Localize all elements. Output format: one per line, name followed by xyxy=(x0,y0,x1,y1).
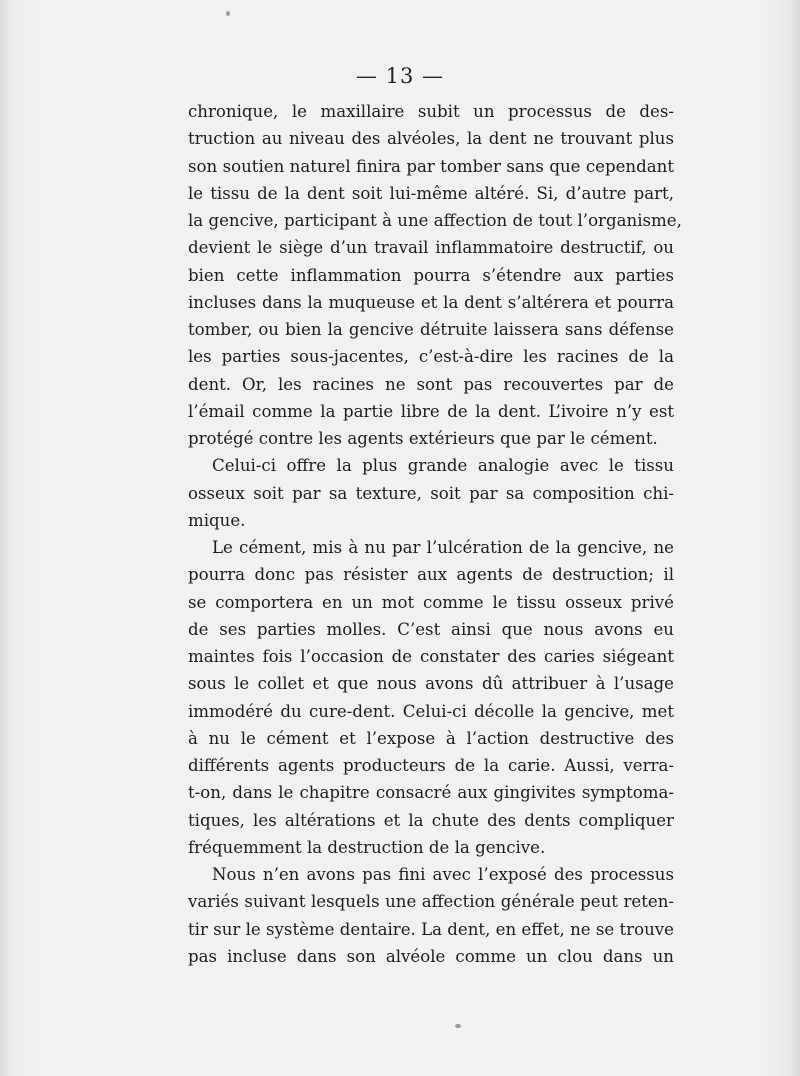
text-line: mique. xyxy=(188,510,246,530)
text-line: variés suivant lesquels une affection générale peut reten- xyxy=(188,892,674,912)
text-line: Le cément, mis à nu par l’ulcération de la gencive, ne xyxy=(212,538,674,557)
text-line: les parties sous-jacentes, c’est-à-dire les racines de la xyxy=(188,347,674,367)
text-line: immodéré du cure-dent. Celui-ci décolle la gencive, met xyxy=(188,701,674,721)
text-line: la gencive, participant à une affection de tout l’organisme, xyxy=(188,211,682,230)
text-line: tir sur le système dentaire. La dent, en effet, ne se trouve xyxy=(188,919,674,939)
text-line: Celui-ci offre la plus grande analogie avec le tissu xyxy=(212,456,674,476)
text-line: maintes fois l’occasion de constater des caries siégeant xyxy=(188,647,674,666)
text-line: tomber, ou bien la gencive détruite laissera sans défense xyxy=(188,320,674,339)
text-line: se comportera en un mot comme le tissu osseux privé xyxy=(188,592,674,612)
body-text xyxy=(188,98,682,970)
text-line: différents agents producteurs de la carie. Aussi, verra- xyxy=(188,756,674,775)
text-line: fréquemment la destruction de la gencive. xyxy=(188,837,546,857)
text-line: dent. Or, les racines ne sont pas recouvertes par de xyxy=(188,374,674,394)
text-line: incluses dans la muqueuse et la dent s’altérera et pourra xyxy=(188,292,674,312)
text-line: osseux soit par sa texture, soit par sa composition chi- xyxy=(188,483,674,503)
text-line: pourra donc pas résister aux agents de destruction; il xyxy=(188,565,674,585)
text-line: Nous n’en avons pas fini avec l’exposé des processus xyxy=(212,865,674,884)
text-line: bien cette inflammation pourra s’étendre aux parties xyxy=(188,265,674,285)
text-line: protégé contre les agents extérieurs que par le cément. xyxy=(188,429,658,448)
text-line: l’émail comme la partie libre de la dent. L’ivoire n’y est xyxy=(188,401,674,421)
text-line: t-on, dans le chapitre consacré aux gingivites symptoma- xyxy=(188,783,674,803)
text-line: pas incluse dans son alvéole comme un clou dans un xyxy=(188,946,674,966)
text-line: devient le siège d’un travail inflammatoire destructif, ou xyxy=(188,238,674,258)
text-line: sous le collet et que nous avons dû attribuer à l’usage xyxy=(188,674,674,694)
text-line: le tissu de la dent soit lui-même altéré. Si, d’autre part, xyxy=(188,183,674,203)
text-line: chronique, le maxillaire subit un processus de des- xyxy=(188,102,674,121)
paper-speck xyxy=(226,11,230,16)
paper-speck xyxy=(455,1024,461,1028)
text-line: tiques, les altérations et la chute des dents compliquer xyxy=(188,810,674,830)
page-number: — 13 — xyxy=(355,64,445,88)
text-line: truction au niveau des alvéoles, la dent ne trouvant plus xyxy=(188,129,674,149)
text-line: son soutien naturel finira par tomber sans que cependant xyxy=(188,156,674,176)
text-line: de ses parties molles. C’est ainsi que nous avons eu xyxy=(188,619,674,639)
text-line: à nu le cément et l’expose à l’action destructive des xyxy=(188,728,674,748)
